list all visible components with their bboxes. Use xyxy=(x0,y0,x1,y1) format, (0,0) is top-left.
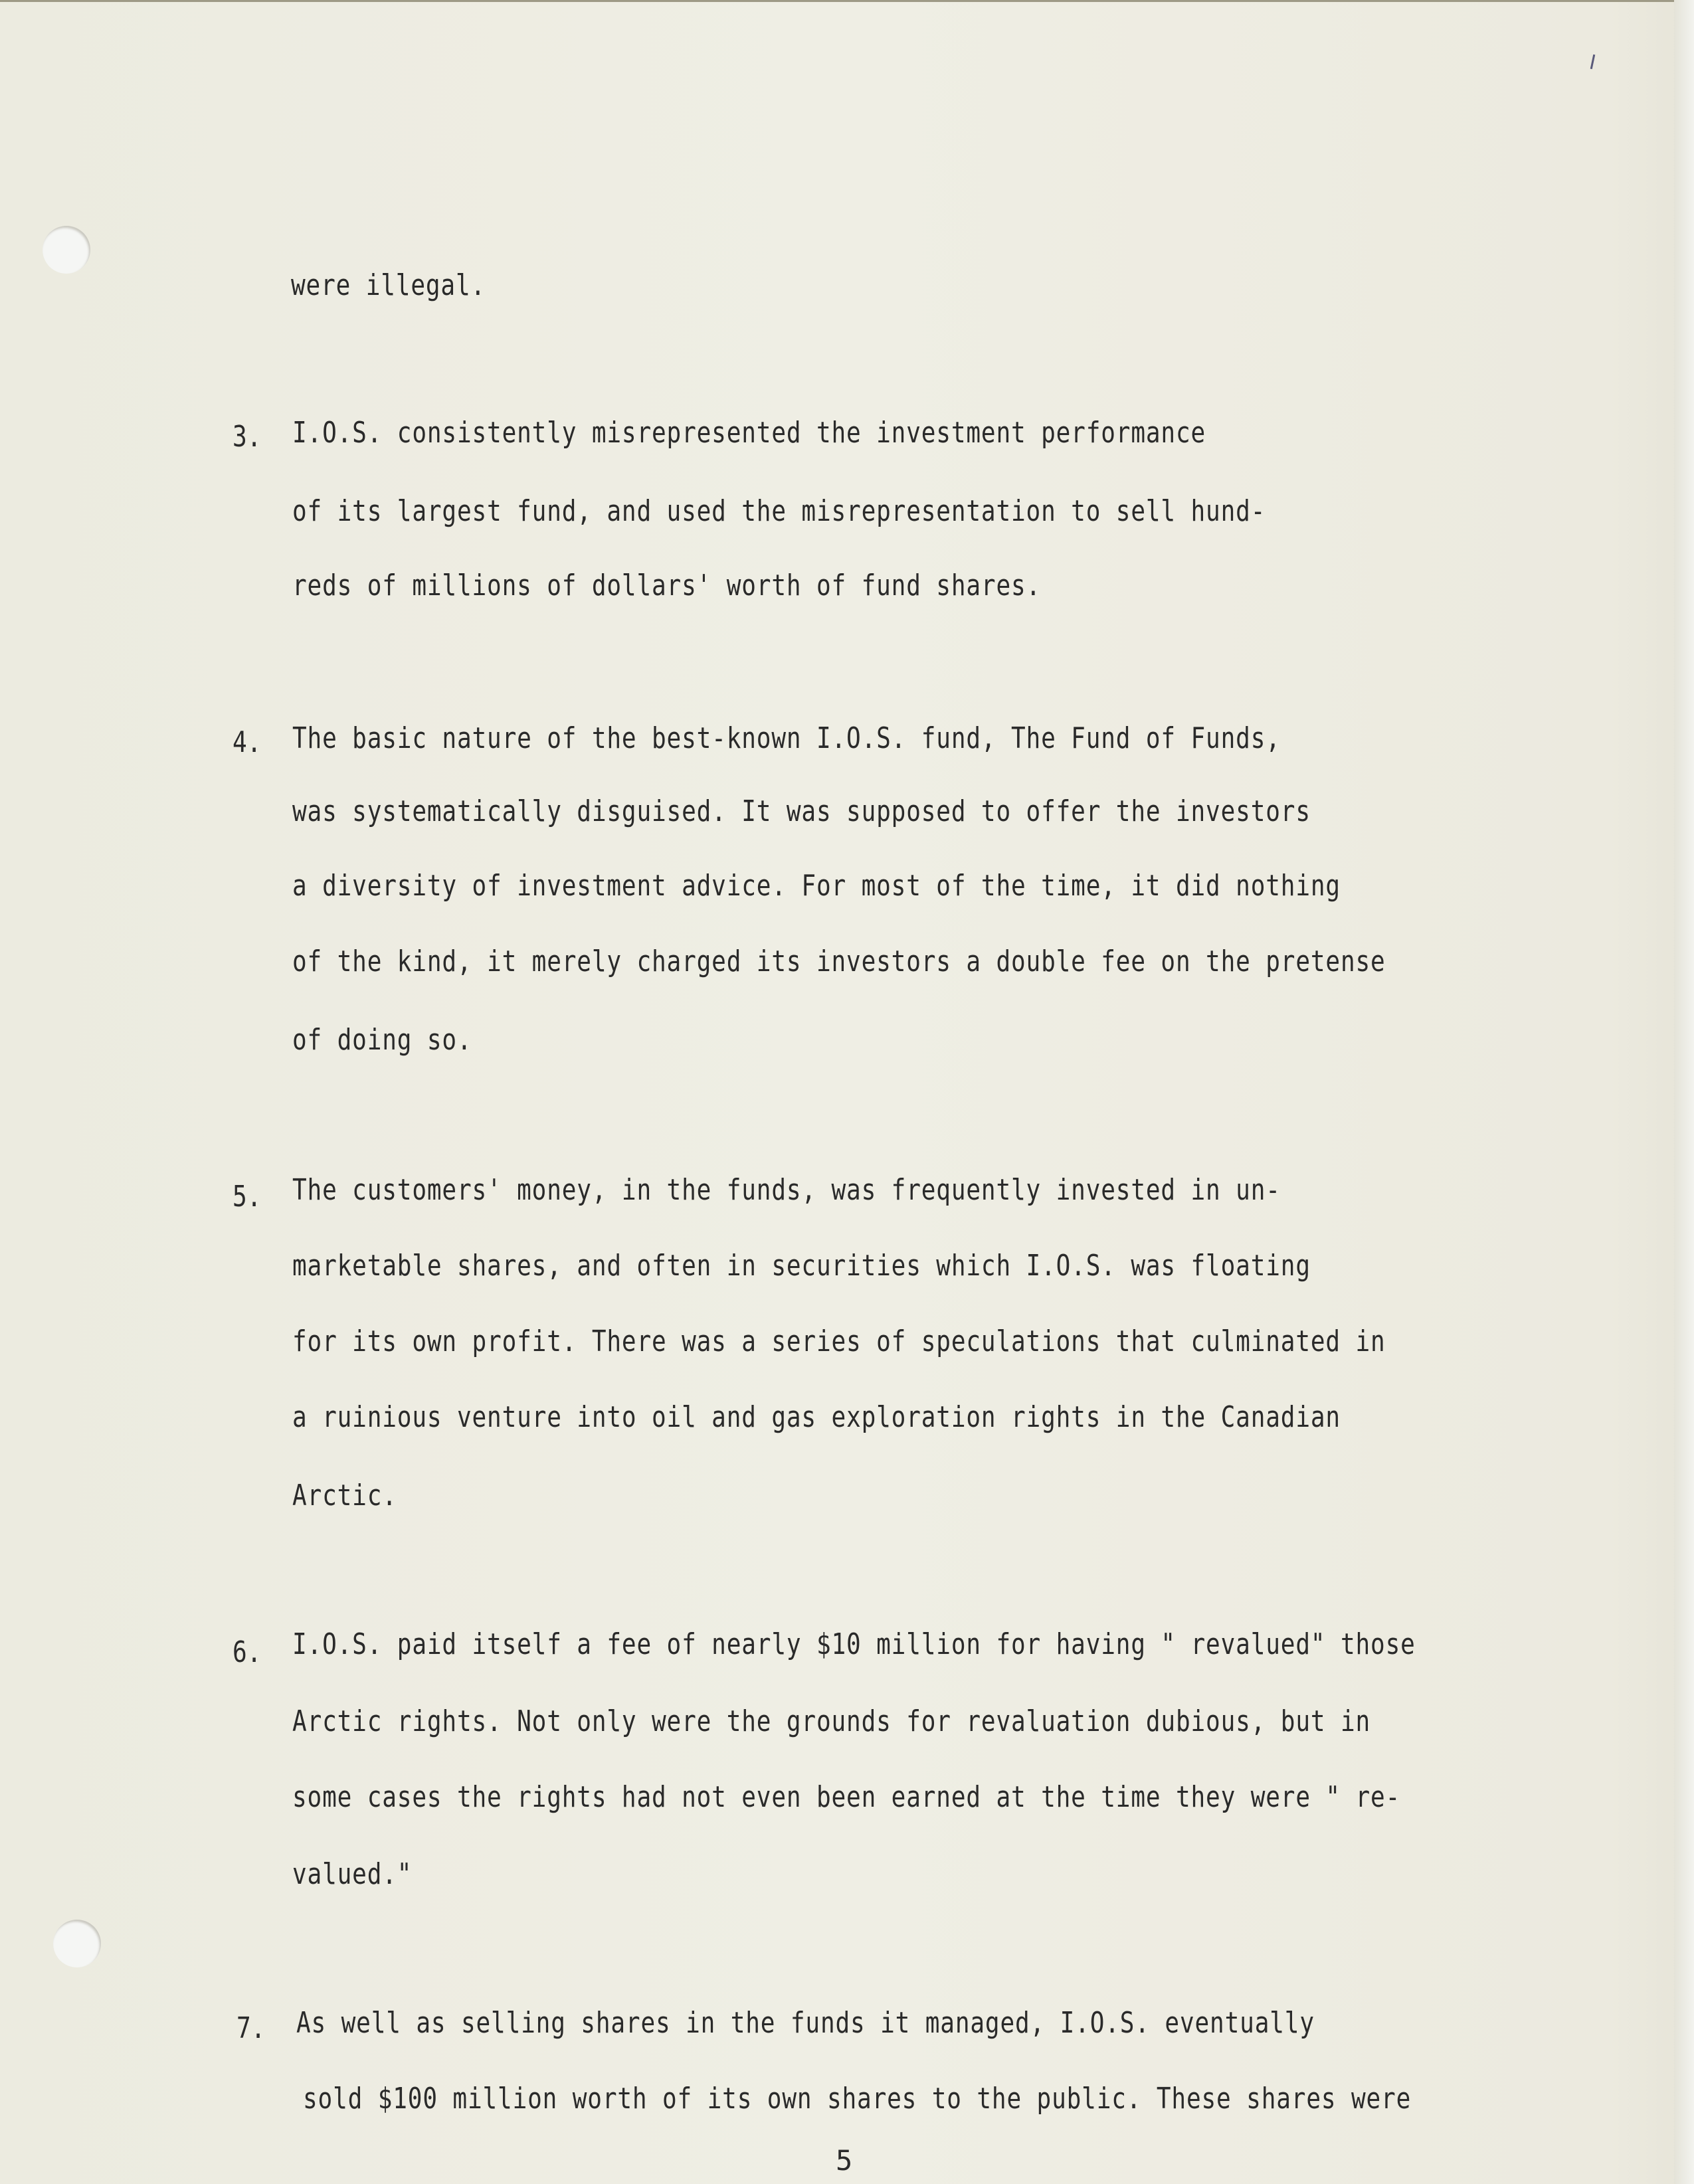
item-line: reds of millions of dollars' worth of fund shares. xyxy=(292,569,1042,602)
page-right-edge xyxy=(1674,0,1694,2184)
item-line: a diversity of investment advice. For most of the time, it did nothing xyxy=(292,869,1341,903)
item-line: of the kind, it merely charged its investors a double fee on the pretense xyxy=(292,945,1386,978)
pen-mark xyxy=(1590,54,1596,69)
item-line: of doing so. xyxy=(292,1023,472,1057)
item-line: a ruinious venture into oil and gas exploration rights in the Canadian xyxy=(292,1400,1341,1434)
item-line: I.O.S. paid itself a fee of nearly $10 million for having " revalued" those xyxy=(292,1627,1416,1661)
continuation-line: were illegal. xyxy=(291,268,486,302)
item-line: The customers' money, in the funds, was frequently invested in un- xyxy=(292,1173,1281,1207)
item-line: The basic nature of the best-known I.O.S. fund, The Fund of Funds, xyxy=(292,721,1281,755)
item-line: some cases the rights had not even been earned at the time they were " re- xyxy=(292,1780,1401,1814)
page-number: 5 xyxy=(836,2144,853,2177)
page-top-edge xyxy=(0,0,1674,2)
item-line: I.O.S. consistently misrepresented the investment performance xyxy=(292,416,1206,450)
item-line: As well as selling shares in the funds it managed, I.O.S. eventually xyxy=(296,2006,1315,2040)
item-line: valued." xyxy=(292,1857,413,1891)
item-number: 4. xyxy=(233,725,262,759)
item-line: of its largest fund, and used the misrepresentation to sell hund- xyxy=(292,494,1266,528)
item-line: marketable shares, and often in securities which I.O.S. was floating xyxy=(292,1249,1311,1283)
item-line: for its own profit. There was a series of speculations that culminated in xyxy=(292,1324,1386,1358)
punch-hole xyxy=(53,1920,101,1967)
item-number: 7. xyxy=(236,2011,266,2045)
item-number: 5. xyxy=(233,1180,262,1214)
item-number: 3. xyxy=(233,420,262,454)
item-line: was systematically disguised. It was supposed to offer the investors xyxy=(292,794,1311,828)
item-line: Arctic rights. Not only were the grounds for revaluation dubious, but in xyxy=(292,1704,1371,1738)
item-line: sold $100 million worth of its own shares to the public. These shares were xyxy=(303,2082,1412,2116)
item-line: Arctic. xyxy=(292,1479,397,1512)
punch-hole xyxy=(43,226,90,274)
item-number: 6. xyxy=(233,1635,262,1669)
